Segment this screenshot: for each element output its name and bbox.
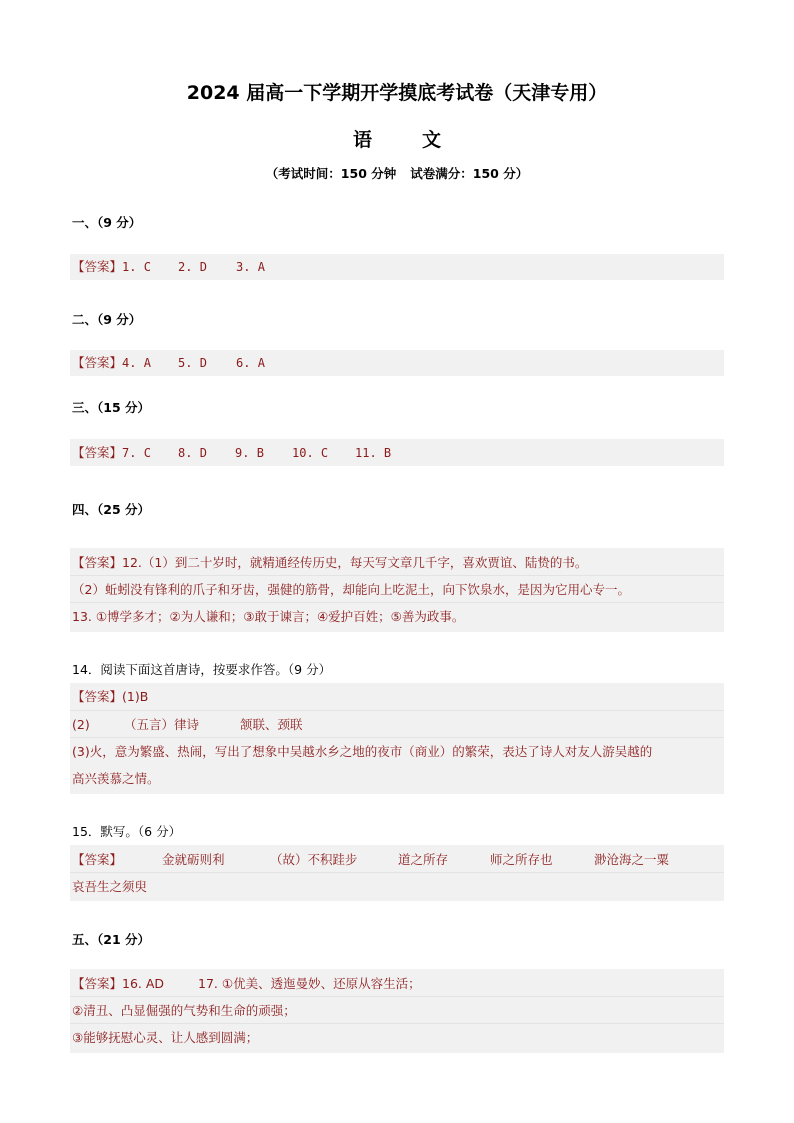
answer-item: 11. B	[355, 446, 392, 460]
answer-item: 10. C	[292, 446, 329, 460]
answer-tag: 【答案】	[72, 355, 123, 370]
answer-item: 6. A	[236, 356, 265, 370]
answer-17-2: ②清丑、凸显倔强的气势和生命的顽强；	[72, 1003, 296, 1018]
subject-char-2: 文	[422, 129, 442, 151]
answer-line-1	[72, 257, 265, 275]
recitation-item-last: 哀吾生之须臾	[72, 879, 148, 894]
subject-char-1: 语	[352, 129, 372, 151]
recitation-item: 师之所存也	[490, 852, 553, 867]
answer-item: 3. A	[236, 260, 265, 274]
question-15-label: 15．默写。（6 分）	[72, 824, 182, 839]
answer-tag: 【答案】	[72, 445, 123, 460]
answer-line-4-1	[72, 553, 587, 571]
answer-12-1: 12.（1）到二十岁时，就精通经传历史，每天写文章几千字，喜欢贾谊、陆贽的书。	[122, 555, 588, 570]
answer-tag: 【答案】	[72, 555, 123, 570]
section-4-label: 四、（25 分）	[72, 502, 150, 517]
section-3-label: 三、（15 分）	[72, 400, 150, 415]
answer-tag: 【答案】	[72, 976, 123, 991]
answer-tag: 【答案】	[72, 689, 123, 704]
row-divider	[70, 737, 724, 738]
row-divider	[70, 602, 724, 603]
answer-item: 5. D	[178, 356, 207, 370]
answer-item: 7. C	[122, 446, 151, 460]
row-divider	[70, 1023, 724, 1024]
exam-title: 2024 届高一下学期开学摸底考试卷（天津专用）	[186, 82, 608, 104]
answer-line-2	[72, 353, 265, 371]
row-divider	[70, 996, 724, 997]
answer-14-3-line1: (3)火，意为繁盛、热闹，写出了想象中吴越水乡之地的夜市（商业）的繁荣，表达了诗人对友人游吴越的	[72, 744, 653, 759]
answer-17-3: ③能够抚慰心灵、让人感到圆满；	[72, 1030, 259, 1045]
answer-16: 16. AD	[122, 976, 165, 991]
row-divider	[70, 575, 724, 576]
subject-heading	[0, 125, 794, 152]
answer-band-14	[70, 683, 724, 794]
answer-14-1: (1)B	[122, 689, 149, 704]
section-5-label: 五、（21 分）	[72, 932, 150, 947]
recitation-item: 金就砺则利	[162, 852, 225, 867]
answer-14-2-part1: （五言）律诗	[124, 717, 200, 732]
exam-time: （考试时间：150 分钟	[265, 166, 397, 181]
section-1-label: 一、（9 分）	[72, 215, 142, 230]
recitation-item: 渺沧海之一粟	[594, 852, 670, 867]
answer-item: 8. D	[178, 446, 207, 460]
answer-12-2: （2）蚯蚓没有锋利的爪子和牙齿，强健的筋骨，却能向上吃泥土，向下饮泉水，是因为它用心专一。	[72, 582, 630, 597]
answer-14-2-part2: 颔联、颈联	[240, 717, 303, 732]
recitation-item: 道之所存	[398, 852, 449, 867]
answer-tag: 【答案】	[72, 852, 123, 867]
recitation-item: （故）不积跬步	[270, 852, 358, 867]
answer-line-14-2	[72, 715, 303, 733]
answer-item: 4. A	[122, 356, 151, 370]
exam-meta	[0, 164, 794, 182]
exam-score: 试卷满分：150 分）	[410, 166, 529, 181]
answer-14-2-num: (2)	[72, 717, 90, 732]
answer-line-3	[72, 443, 391, 461]
section-2-label: 二、（9 分）	[72, 312, 142, 327]
answer-item: 9. B	[235, 446, 264, 460]
answer-line-14-1	[72, 687, 148, 705]
answer-line-5-1	[72, 974, 421, 992]
question-14-label: 14．阅读下面这首唐诗，按要求作答。（9 分）	[72, 662, 332, 677]
answer-14-3-line2: 高兴羡慕之情。	[72, 771, 160, 786]
answer-17-1: 17. ①优美、透迤曼妙、还原从容生活；	[198, 976, 421, 991]
answer-item: 1. C	[122, 260, 151, 274]
answer-item: 2. D	[178, 260, 207, 274]
answer-13: 13. ①博学多才；②为人谦和；③敢于谏言；④爱护百姓；⑤善为政事。	[72, 609, 465, 624]
answer-tag: 【答案】	[72, 259, 123, 274]
answer-line-15-1	[72, 850, 669, 868]
row-divider	[70, 710, 724, 711]
row-divider	[70, 872, 724, 873]
